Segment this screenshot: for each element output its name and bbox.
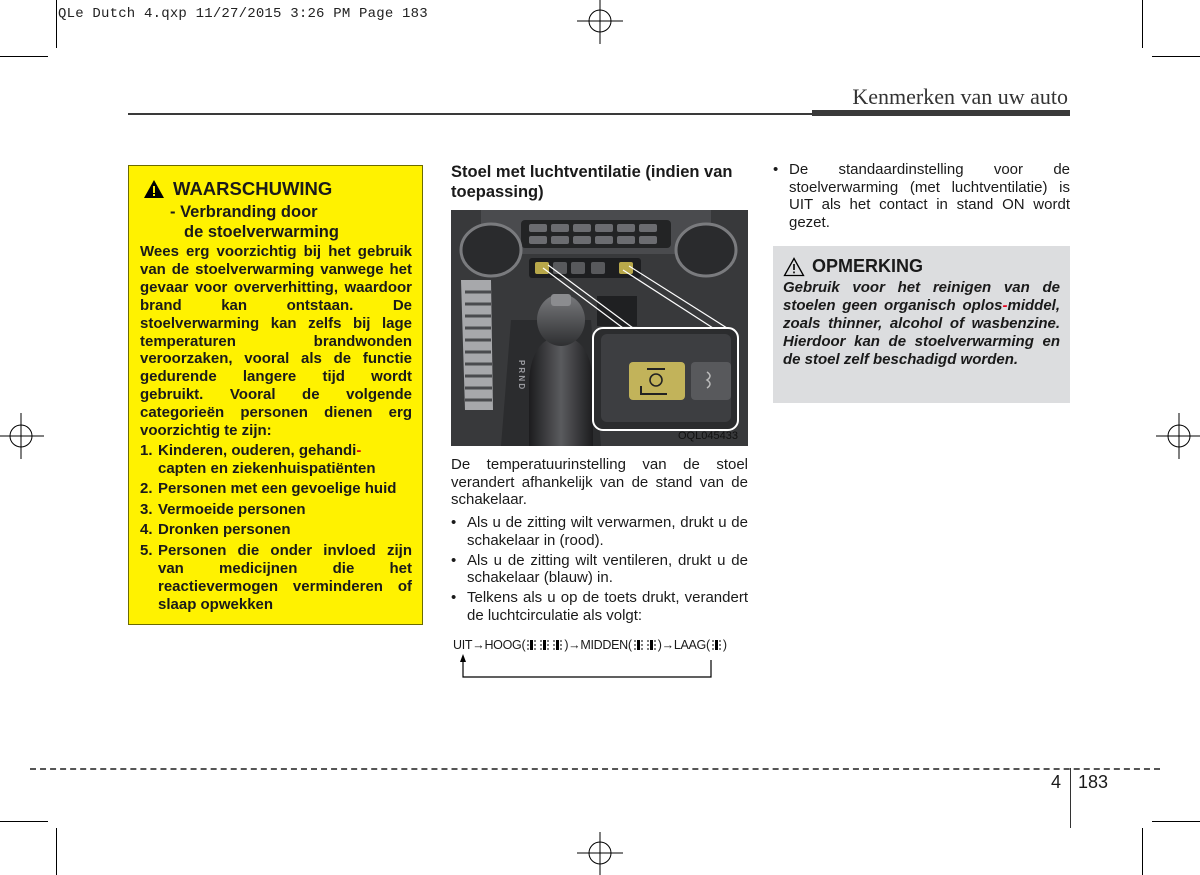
chapter-number: 4 [1051,772,1062,792]
bullet-glyph: • [451,551,457,569]
center-console-photo [451,210,748,446]
note-body-part: Gebruik voor het reinigen van de stoelen geen organisch oplos [783,279,1060,314]
red-hyphen: - [356,441,362,459]
footer-divider [1070,768,1071,828]
sequence-midden: )→MIDDEN( [564,638,632,652]
list-text: Als u de zitting wilt ventileren, drukt u de schakelaar (blauw) in. [467,551,748,587]
crop-mark [0,821,48,822]
warning-list-item [140,480,412,498]
cycle-return-arrow [460,652,712,680]
fan-level-icon [633,638,644,652]
arrow-glyph: → [472,638,485,652]
list-number: 1. [140,441,153,459]
section-title: Kenmerken van uw auto [852,84,1068,109]
fan-level-icon [552,638,563,652]
warning-list-item [140,501,412,519]
registration-mark-right [1154,413,1200,459]
warning-subtitle-line1: - Verbranding door [170,203,318,221]
list-number: 3. [140,500,153,518]
image-caption: OQL045433 [678,430,738,442]
list-text: Dronken personen [158,521,291,539]
note-body [783,279,1060,369]
header-rule [128,113,812,115]
list-text-part: capten en ziekenhuispatiënten [158,459,376,477]
crop-mark [56,0,57,48]
caution-triangle-icon [783,257,805,277]
fan-level-icon [646,638,657,652]
crop-mark [1152,821,1200,822]
note-title-row [783,256,1060,277]
list-text: Telkens als u op de toets drukt, verandert de luchtcirculatie als volgt: [467,589,748,624]
note-box [773,246,1070,403]
airflow-sequence [453,638,727,652]
list-text: Als u de zitting wilt verwarmen, drukt u de schakelaar in (rood). [467,514,748,549]
default-setting-bullet [773,161,1070,231]
list-number: 4. [140,521,153,539]
note-title: OPMERKING [812,256,924,276]
crop-mark [1142,828,1143,875]
footer-dashed-rule [30,768,1160,770]
sequence-uit: UIT [453,638,473,652]
warning-list-item [140,442,412,478]
warning-title: WAARSCHUWING [173,178,333,199]
list-text: Personen die onder invloed zijn van medicijnen die het reactievermogen verminderen of slaap opwekken [158,541,412,613]
bullet-glyph: • [773,161,779,178]
list-item [451,552,748,587]
page-number: 183 [1078,772,1109,792]
note-body-part: middel, zoals thinner, alcohol of wasbenzine. Hierdoor kan de stoelverwarming en de stoel zelf beschadigd worden. [783,297,1060,368]
list-text [158,442,412,478]
list-number: 5. [140,541,153,559]
ventilation-bullets [451,514,748,627]
fan-level-icon [711,638,722,652]
fan-level-icon [526,638,537,652]
bullet-glyph: • [451,514,457,531]
warning-title-row [140,178,412,200]
list-text: Personen met een gevoelige huid [158,480,397,498]
list-text: Vermoeide personen [158,500,306,518]
crop-mark [0,56,48,57]
warning-list [140,442,412,614]
print-header: QLe Dutch 4.qxp 11/27/2015 3:26 PM Page 183 [58,6,428,22]
warning-list-item [140,521,412,539]
list-item [451,514,748,549]
list-item [451,589,748,624]
red-hyphen: - [1002,297,1008,314]
bullet-glyph: • [451,589,457,607]
fan-level-icon [539,638,550,652]
list-number: 2. [140,480,153,498]
bullet-text: De standaardinstelling voor de stoelverwarming (met luchtventilatie) is UIT als het contact in stand ON wordt gezet. [789,161,1070,231]
warning-box [128,165,423,625]
crop-mark [1142,0,1143,48]
warning-list-item [140,542,412,614]
sequence-laag: )→LAAG( [657,638,710,652]
registration-mark-left [0,413,46,459]
list-text-part: Kinderen, ouderen, gehandi [158,441,357,459]
header-rule-thick [812,110,1070,116]
gear-letters: P R N D [517,360,526,390]
crop-mark [56,828,57,875]
console-illustration [451,210,748,446]
registration-mark-top [577,0,623,46]
intro-paragraph: De temperatuurinstelling van de stoel verandert afhankelijk van de stand van de schakelaar. [451,456,748,509]
warning-subtitle-line2: de stoelverwarming [184,223,339,241]
warning-body: Wees erg voorzichtig bij het gebruik van de stoelverwarming vanwege het gevaar voor oververhitting, waardoor brand kan ontstaan. De stoelverwarming kan zelfs bij lage temperaturen brandwonden veroorzaken, vooral als de functie gedurende langere tijd wordt gebruikt. Vooral de volgende categorieën personen dienen erg voorzichtig te zijn: [140,243,412,440]
sequence-close: ) [722,638,727,652]
crop-mark [1152,56,1200,57]
warning-triangle-icon [143,179,165,199]
registration-mark-bottom [577,830,623,875]
ventilation-heading: Stoel met luchtventilatie (indien van toepassing) [451,163,733,201]
sequence-hoog: HOOG( [484,638,526,652]
